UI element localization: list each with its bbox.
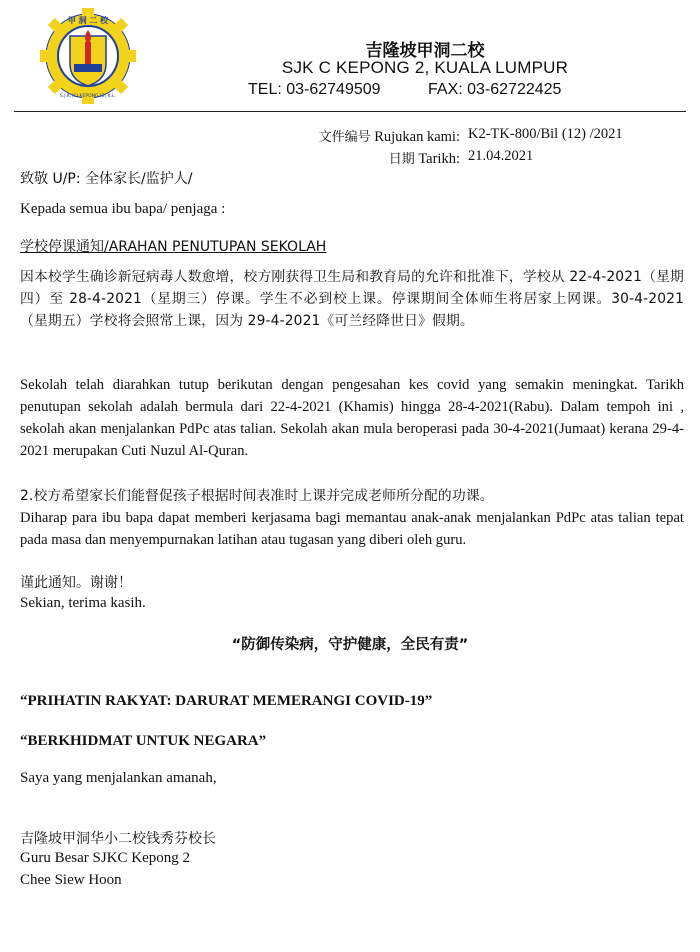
paragraph-chinese: 因本校学生确诊新冠病毒人数愈增，校方刚获得卫生局和教育局的允许和批准下，学校从 22-4-2021（星期四）至 28-4-2021（星期三）停课。学生不必到校上课。停课期间全体师生将居家上网课。30-4-2021（星期五）学校将会照常上课，因为 29-4-2021《可兰经降世日》假期。 (20, 269, 684, 329)
fax-number: FAX: 03-62722425 (428, 81, 562, 98)
svg-text:S.J.K.(C) KEPONG (2) K.L.: S.J.K.(C) KEPONG (2) K.L. (60, 94, 116, 99)
header-divider (14, 111, 686, 112)
closing-thanks-malay: Sekian, terima kasih. (20, 595, 146, 611)
subject-text: 学校停课通知/ARAHAN PENUTUPAN SEKOLAH (20, 239, 327, 255)
reference-label-cn: 文件编号 (318, 130, 371, 145)
signatory-title-chinese: 吉隆坡甲洞华小二校钱秀芬校长 (20, 831, 216, 847)
school-name-english: SJK C KEPONG 2, KUALA LUMPUR (281, 58, 569, 77)
reference-number: K2-TK-800/Bil (12) /2021 (468, 126, 623, 142)
signature-amanah: Saya yang menjalankan amanah, (20, 770, 217, 786)
letter-subject (20, 236, 326, 256)
date-label-cn: 日期 (388, 152, 415, 167)
date-label (389, 148, 460, 168)
signatory-name: Chee Siew Hoon (20, 872, 122, 888)
addressee-chinese: 致敬 U/P: 全体家长/监护人/ (20, 171, 193, 187)
slogan-prihatin: “PRIHATIN RAKYAT: DARURAT MEMERANGI COVID-19” (20, 693, 433, 709)
telephone-number: TEL: 03-62749509 (248, 81, 381, 98)
signatory-title-malay: Guru Besar SJKC Kepong 2 (20, 850, 190, 866)
slogan-berkhidmat: “BERKHIDMAT UNTUK NEGARA” (20, 733, 267, 749)
addressee-malay: Kepada semua ibu bapa/ penjaga : (20, 201, 226, 217)
paragraph-malay: Sekolah telah diarahkan tutup berikutan dengan pengesahan kes covid yang semakin meningkat. Tarikh penutupan sekolah adalah bermula dari 22-4-2021 (Khamis) hingga 28-4-2021(Rabu). Dalam tempoh ini , sekolah akan menjalankan PdPc atas talian. Sekolah akan mula beroperasi pada 30-4-2021(Jumaat) kerana 29-4-2021 merupakan Cuti Nuzul Al-Quran. (20, 377, 684, 459)
closing-notice-chinese: 谨此通知。谢谢！ (20, 575, 132, 591)
letter-date: 21.04.2021 (468, 148, 534, 164)
point-2-malay: Diharap para ibu bapa dapat memberi kerjasama bagi memantau anak-anak menjalankan PdPc atas talian tepat pada masa dan menyempurnakan latihan atau tugasan yang diberi oleh guru. (20, 510, 684, 548)
reference-label (319, 126, 460, 146)
slogan-chinese: “防御传染病，守护健康，全民有责” (231, 637, 469, 653)
svg-text:甲 洞 二 校: 甲 洞 二 校 (67, 16, 109, 25)
date-label-ms: Tarikh: (418, 151, 460, 167)
point-2-chinese: 2.校方希望家长们能督促孩子根据时间表准时上课并完成老师所分配的功课。 (20, 488, 494, 504)
school-crest-logo (28, 6, 148, 106)
reference-label-ms: Rujukan kami: (374, 129, 460, 145)
school-name-chinese: 吉隆坡甲洞二校 (365, 41, 485, 61)
